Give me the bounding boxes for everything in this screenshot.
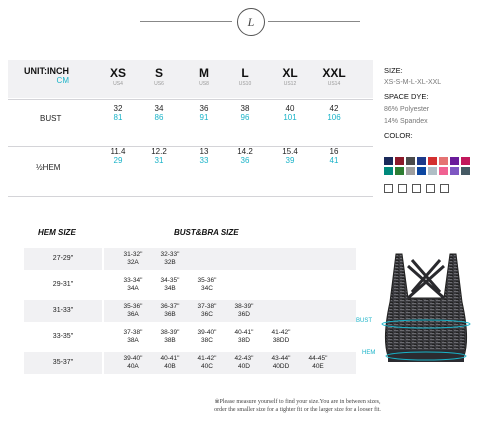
size-label: L: [241, 66, 249, 80]
bust-inch: 42: [329, 104, 339, 113]
size-column-0: [98, 66, 138, 165]
bust-range: 41-42": [271, 329, 291, 336]
bra-size: 36B: [164, 311, 176, 318]
color-swatch: [417, 167, 426, 175]
note-line-2: order the smaller size for a tighter fit or the larger size for a looser fit.: [214, 407, 381, 413]
us-size: US6: [154, 81, 164, 87]
us-size: US4: [113, 81, 123, 87]
us-size: US14: [327, 81, 341, 87]
size-label: SIZE:: [384, 66, 403, 75]
bust-row-label: BUST: [40, 114, 62, 123]
size-value: XS-S-M-L-XL-XXL: [384, 79, 442, 86]
hem-size-header: HEM SIZE: [38, 228, 76, 237]
no-tumble-dry-icon: [412, 184, 421, 193]
hem-cm: 36: [240, 156, 250, 165]
bra-size-cell: [153, 355, 187, 371]
bra-size: 32B: [164, 259, 176, 266]
color-swatch: [384, 157, 393, 165]
color-swatch: [461, 157, 470, 165]
table-divider: [8, 196, 373, 197]
bra-size: 38DD: [272, 337, 290, 344]
bra-size: 36D: [238, 311, 250, 318]
hem-cm: 29: [113, 156, 123, 165]
hem-size-cell: 35-37": [24, 352, 102, 374]
material-polyester: 86% Polyester: [384, 106, 430, 113]
bust-callout: BUST: [356, 318, 373, 324]
hem-size-cell: 29-31": [24, 274, 102, 296]
size-column-1: [139, 66, 179, 165]
color-swatch: [384, 167, 393, 175]
color-swatch: [406, 157, 415, 165]
unit-header: [24, 66, 69, 85]
bust-range: 37-38": [123, 329, 143, 336]
color-swatch: [406, 167, 415, 175]
bra-size-row: [104, 248, 356, 270]
bra-size-row: [104, 300, 356, 322]
size-label: XXL: [322, 66, 346, 80]
bust-cm: 86: [154, 113, 164, 122]
bra-size-cell: [116, 355, 150, 371]
color-swatches: [384, 157, 480, 179]
bust-range: 34-35": [160, 277, 180, 284]
size-label: XL: [282, 66, 298, 80]
no-iron-icon: [426, 184, 435, 193]
bust-cm: 106: [327, 113, 341, 122]
care-icons: [384, 182, 480, 196]
bust-range: 42-43": [234, 355, 254, 362]
bust-inch: 40: [285, 104, 295, 113]
hem-size-cell: 33-35": [24, 326, 102, 348]
bust-range: 43-44": [271, 355, 291, 362]
space-dye-label: SPACE DYE:: [384, 92, 429, 101]
bust-range: 35-36": [123, 303, 143, 310]
color-swatch: [428, 157, 437, 165]
bra-size: 40D: [238, 363, 250, 370]
color-swatch: [450, 157, 459, 165]
bra-size: 38A: [127, 337, 139, 344]
color-label: COLOR:: [384, 131, 413, 140]
bust-range: 38-39": [234, 303, 254, 310]
note-line-1: ※Please measure yourself to find your size.You are in between sizes,: [214, 399, 381, 405]
bust-range: 39-40": [123, 355, 143, 362]
bra-size: 38D: [238, 337, 250, 344]
hem-inch: 16: [329, 147, 339, 156]
sports-bra-image: [352, 246, 500, 394]
bra-size: 40C: [201, 363, 213, 370]
bust-cm: 81: [113, 113, 123, 122]
bra-size-cell: [227, 303, 261, 319]
bra-size: 36A: [127, 311, 139, 318]
bust-range: 35-36": [197, 277, 217, 284]
bust-range: 44-45": [308, 355, 328, 362]
color-swatch: [395, 167, 404, 175]
no-dry-clean-icon: [440, 184, 449, 193]
bra-size-cell: [116, 303, 150, 319]
bra-size: 32A: [127, 259, 139, 266]
bust-range: 40-41": [160, 355, 180, 362]
no-bleach-icon: [398, 184, 407, 193]
bra-size: 40DD: [272, 363, 290, 370]
bra-size-cell: [116, 329, 150, 345]
hem-inch: 13: [199, 147, 209, 156]
bra-size-cell: [190, 303, 224, 319]
bra-size-cell: [264, 355, 298, 371]
bust-cm: 96: [240, 113, 250, 122]
bust-range: 37-38": [197, 303, 217, 310]
bust-range: 39-40": [197, 329, 217, 336]
us-size: US10: [238, 81, 252, 87]
bra-size: 34A: [127, 285, 139, 292]
color-swatch: [395, 157, 404, 165]
hem-callout: HEM: [362, 350, 376, 356]
bust-range: 33-34": [123, 277, 143, 284]
bra-size-cell: [153, 329, 187, 345]
logo-rule-right: [268, 21, 360, 22]
size-column-4: [270, 66, 310, 165]
color-swatch: [417, 157, 426, 165]
bust-inch: 38: [240, 104, 250, 113]
hem-inch: 15.4: [282, 147, 298, 156]
color-swatch: [461, 167, 470, 175]
logo-rule-left: [140, 21, 232, 22]
color-swatch: [428, 167, 437, 175]
hem-inch: 11.4: [110, 147, 126, 156]
bra-size-cell: [227, 329, 261, 345]
bra-size: 36C: [201, 311, 213, 318]
hem-cm: 31: [154, 156, 164, 165]
bra-size: 34B: [164, 285, 176, 292]
hem-cm: 41: [329, 156, 339, 165]
bra-size-cell: [190, 355, 224, 371]
color-swatch: [450, 167, 459, 175]
size-label: S: [154, 66, 163, 80]
us-size: US8: [199, 81, 209, 87]
hem-cm: 33: [199, 156, 209, 165]
color-swatch: [439, 167, 448, 175]
size-label: XS: [109, 66, 126, 80]
bra-size-cell: [190, 277, 224, 293]
bra-size-row: [104, 352, 356, 374]
bra-size: 40B: [164, 363, 176, 370]
bra-size-cell: [153, 277, 187, 293]
bra-size-cell: [301, 355, 335, 371]
unit-label: UNIT:INCH: [24, 66, 69, 76]
bust-inch: 36: [199, 104, 209, 113]
hem-inch: 12.2: [151, 147, 167, 156]
size-column-5: [314, 66, 354, 165]
bra-size-cell: [264, 329, 298, 345]
bust-inch: 32: [113, 104, 123, 113]
bra-size-cell: [153, 251, 187, 267]
hem-cm: 39: [285, 156, 295, 165]
hand-wash-icon: [384, 184, 393, 193]
hem-size-cell: 31-33": [24, 300, 102, 322]
bra-size-row: [104, 326, 356, 348]
bra-size-cell: [153, 303, 187, 319]
hem-row-label: ½HEM: [36, 163, 61, 172]
logo-text: L: [247, 15, 255, 29]
cm-label: CM: [56, 76, 69, 85]
bust-bra-size-header: BUST&BRA SIZE: [174, 228, 239, 237]
bra-size-row: [104, 274, 356, 296]
bust-inch: 34: [154, 104, 164, 113]
bra-size-cell: [190, 329, 224, 345]
hem-size-cell: 27-29": [24, 248, 102, 270]
bust-range: 36-37": [160, 303, 180, 310]
bra-size: 40A: [127, 363, 139, 370]
size-column-2: [184, 66, 224, 165]
bra-size: 38C: [201, 337, 213, 344]
bust-range: 41-42": [197, 355, 217, 362]
material-spandex: 14% Spandex: [384, 118, 428, 125]
hem-inch: 14.2: [237, 147, 253, 156]
bust-range: 32-33": [160, 251, 180, 258]
bust-range: 40-41": [234, 329, 254, 336]
bust-range: 31-32": [123, 251, 143, 258]
bra-size: 40E: [312, 363, 324, 370]
us-size: US12: [283, 81, 297, 87]
sizing-note: [120, 398, 475, 414]
bra-size-cell: [116, 251, 150, 267]
size-label: M: [199, 66, 209, 80]
bra-size-cell: [227, 355, 261, 371]
bra-size: 34C: [201, 285, 213, 292]
info-panel: [384, 66, 494, 140]
bust-cm: 101: [283, 113, 297, 122]
bust-range: 38-39": [160, 329, 180, 336]
brand-logo: [237, 8, 265, 36]
bust-cm: 91: [199, 113, 209, 122]
color-swatch: [439, 157, 448, 165]
bra-size: 38B: [164, 337, 176, 344]
bra-size-cell: [116, 277, 150, 293]
size-column-3: [225, 66, 265, 165]
